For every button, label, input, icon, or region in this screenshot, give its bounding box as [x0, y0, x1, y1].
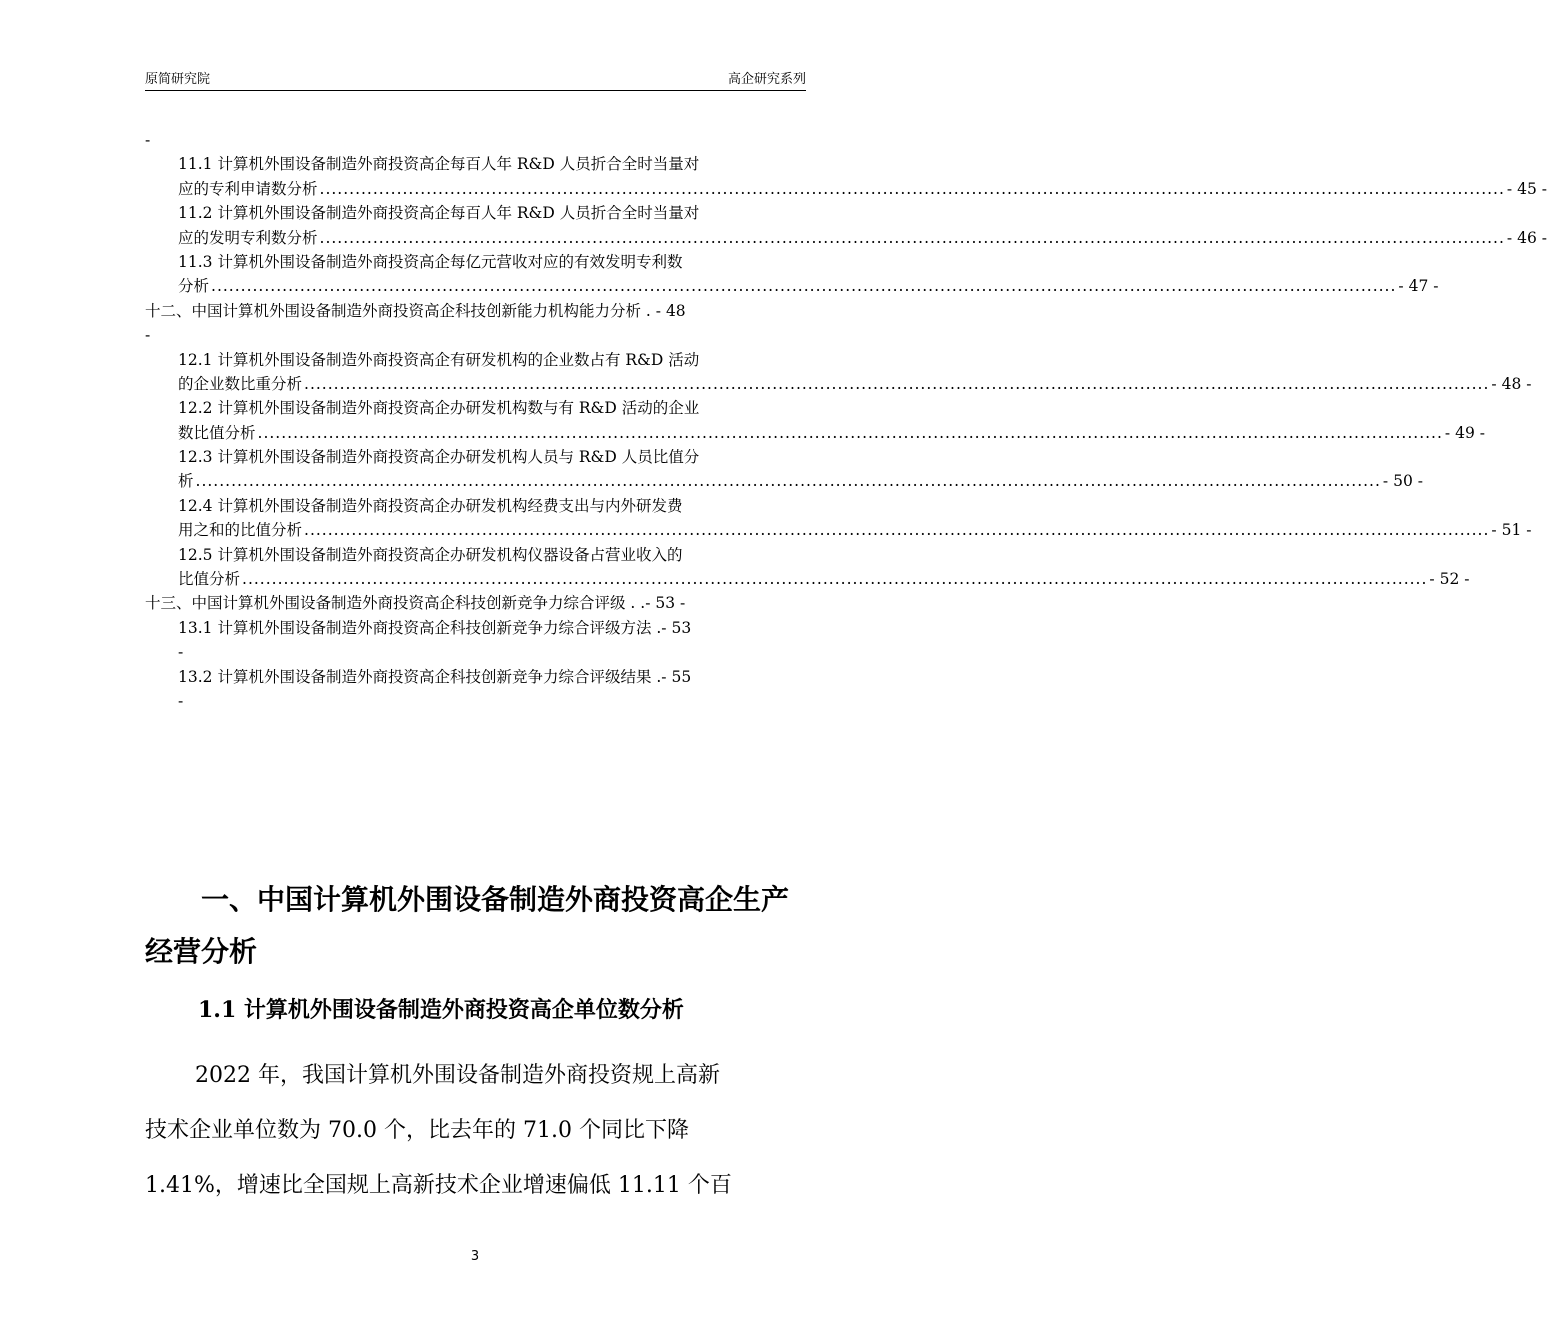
paragraph-line: 1.41%，增速比全国规上高新技术企业增速偏低 11.11 个百 [145, 1173, 732, 1198]
toc-line[interactable] [145, 226, 1547, 250]
page-number: 3 [470, 1249, 480, 1264]
toc-page-number: - 45 - [1506, 179, 1547, 198]
toc-page-number: - 52 - [1429, 570, 1470, 589]
toc-page-number: - 47 - [1398, 277, 1439, 296]
toc-page-number: - 50 - [1382, 472, 1423, 491]
toc-line[interactable]: 十三、中国计算机外围设备制造外商投资高企科技创新竞争力综合评级 . .- 53 - [145, 594, 686, 613]
toc-entry-text: 用之和的比值分析 [178, 521, 303, 540]
header-right-text: 高企研究系列 [727, 72, 806, 87]
toc-line[interactable] [145, 421, 1485, 445]
section-title [145, 874, 807, 978]
toc-dot-leader: ........................................................................................................................................................................................................ [319, 179, 1505, 198]
toc-line[interactable]: 12.4 计算机外围设备制造外商投资高企办研发机构经费支出与内外研发费 [178, 496, 683, 515]
toc-line[interactable]: - [178, 691, 184, 710]
toc-line[interactable]: - [145, 326, 151, 345]
toc-line[interactable]: - [145, 131, 151, 149]
toc-dot-leader: ........................................................................................................................................................................................................ [304, 521, 1490, 540]
toc-page-number: - 48 - [1491, 374, 1532, 393]
section-title-line: 经营分析 [145, 935, 258, 968]
body-paragraph [145, 1048, 807, 1213]
toc-line[interactable]: - [178, 643, 184, 662]
toc-line[interactable] [145, 567, 1470, 591]
toc-line[interactable]: 12.1 计算机外围设备制造外商投资高企有研发机构的企业数占有 R&D 活动 [178, 350, 700, 369]
toc-line[interactable] [145, 177, 1547, 201]
paragraph-line: 技术企业单位数为 70.0 个，比去年的 71.0 个同比下降 [145, 1118, 689, 1143]
toc-dot-leader: ........................................................................................................................................................................................................ [211, 277, 1397, 296]
toc-line[interactable] [145, 518, 1532, 542]
toc-page-number: - 49 - [1444, 423, 1485, 442]
toc-dot-leader: ........................................................................................................................................................................................................ [195, 472, 1381, 491]
table-of-contents [145, 128, 1547, 713]
toc-entry-text: 应的发明专利数分析 [178, 228, 318, 247]
toc-line[interactable] [145, 372, 1532, 396]
toc-dot-leader: ........................................................................................................................................................................................................ [242, 570, 1428, 589]
toc-dot-leader: ........................................................................................................................................................................................................ [304, 374, 1490, 393]
toc-dot-leader: ........................................................................................................................................................................................................ [257, 423, 1443, 442]
toc-line[interactable]: 11.1 计算机外围设备制造外商投资高企每百人年 R&D 人员折合全时当量对 [178, 155, 700, 174]
toc-entry-text: 数比值分析 [178, 423, 256, 442]
toc-entry-text: 分析 [178, 277, 210, 296]
toc-page-number: - 46 - [1506, 228, 1547, 247]
toc-line[interactable]: 12.5 计算机外围设备制造外商投资高企办研发机构仪器设备占营业收入的 [178, 545, 683, 564]
toc-entry-text: 应的专利申请数分析 [178, 179, 318, 198]
toc-line[interactable]: 13.2 计算机外围设备制造外商投资高企科技创新竞争力综合评级结果 .- 55 [178, 667, 692, 686]
toc-line[interactable]: 12.3 计算机外围设备制造外商投资高企办研发机构人员与 R&D 人员比值分 [178, 448, 700, 467]
toc-line[interactable] [145, 274, 1439, 298]
section-title-line: 一、中国计算机外围设备制造外商投资高企生产 [201, 883, 790, 916]
toc-entry-text: 比值分析 [178, 570, 241, 589]
page-header [145, 66, 806, 91]
toc-entry-text: 的企业数比重分析 [178, 374, 303, 393]
toc-line[interactable]: 11.2 计算机外围设备制造外商投资高企每百人年 R&D 人员折合全时当量对 [178, 204, 700, 223]
subsection-title: 1.1 计算机外围设备制造外商投资高企单位数分析 [198, 997, 684, 1023]
toc-line[interactable]: 十二、中国计算机外围设备制造外商投资高企科技创新能力机构能力分析 . - 48 [145, 301, 686, 320]
paragraph-line: 2022 年，我国计算机外围设备制造外商投资规上高新 [195, 1063, 720, 1088]
toc-line[interactable]: 12.2 计算机外围设备制造外商投资高企办研发机构数与有 R&D 活动的企业 [178, 399, 700, 418]
toc-page-number: - 51 - [1491, 521, 1532, 540]
toc-entry-text: 析 [178, 472, 194, 491]
toc-line[interactable] [145, 469, 1423, 493]
header-left-text: 原简研究院 [145, 72, 211, 87]
toc-line[interactable]: 11.3 计算机外围设备制造外商投资高企每亿元营收对应的有效发明专利数 [178, 252, 683, 271]
toc-line[interactable]: 13.1 计算机外围设备制造外商投资高企科技创新竞争力综合评级方法 .- 53 [178, 618, 692, 637]
toc-dot-leader: ........................................................................................................................................................................................................ [319, 228, 1505, 247]
